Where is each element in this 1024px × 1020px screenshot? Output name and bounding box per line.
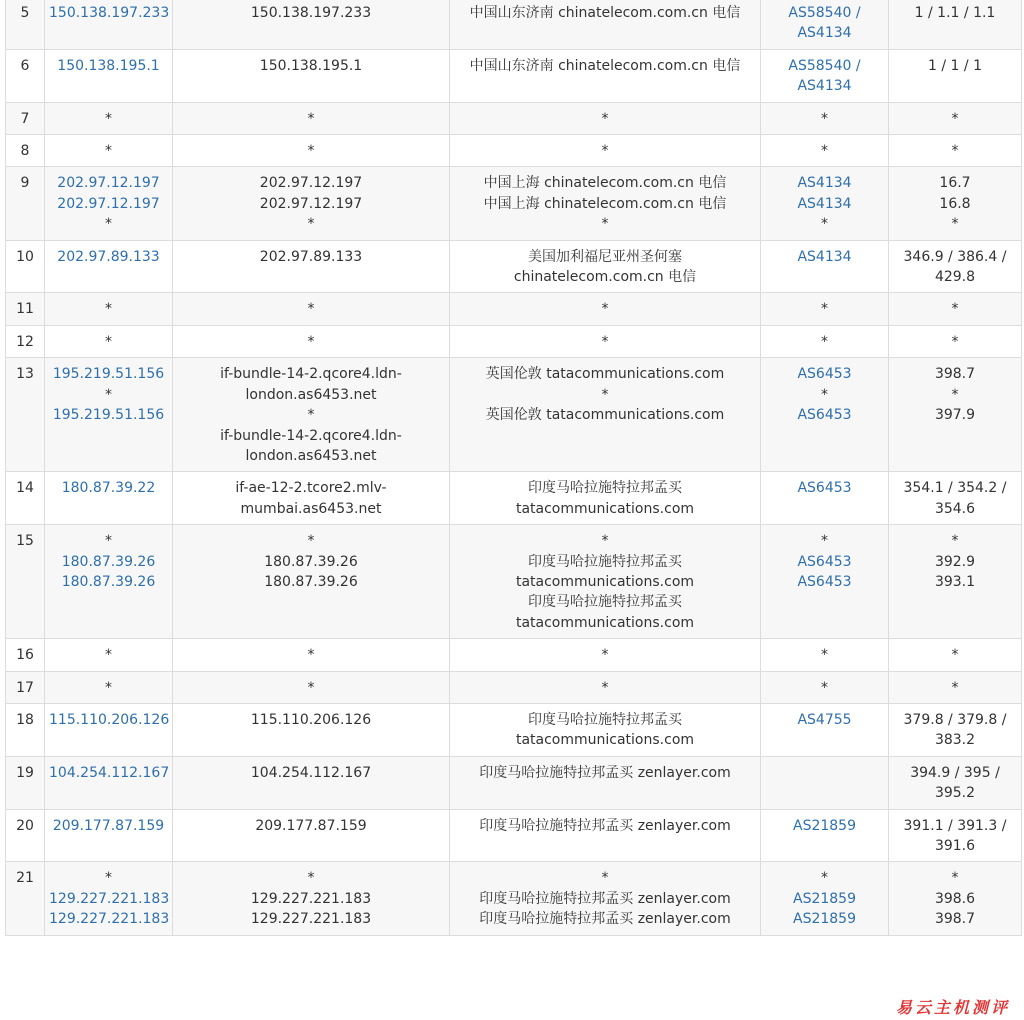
location-cell	[450, 102, 761, 134]
empty-marker: *	[105, 679, 112, 696]
asn-cell	[761, 49, 889, 102]
hostname-cell	[173, 102, 450, 134]
hop-row	[6, 671, 1022, 703]
asn-cell	[761, 703, 889, 756]
ip-cell	[45, 358, 173, 472]
latency-cell-line: 354.6	[934, 500, 976, 517]
hop-row	[6, 0, 1022, 49]
hop-number	[6, 167, 45, 240]
ip-cell	[45, 809, 173, 862]
hop-row	[6, 135, 1022, 167]
hop-number-line: 8	[20, 143, 30, 160]
empty-marker: *	[951, 216, 959, 233]
latency-cell	[889, 358, 1022, 472]
empty-marker: *	[951, 110, 959, 127]
location-cell-line: 印度马哈拉施特拉邦孟买 zenlayer.com	[479, 890, 731, 907]
hostname-cell	[173, 809, 450, 862]
location-cell	[450, 756, 761, 809]
empty-marker: *	[601, 216, 609, 233]
asn-cell	[761, 671, 889, 703]
location-cell	[450, 293, 761, 325]
location-cell	[450, 49, 761, 102]
location-cell	[450, 358, 761, 472]
location-cell-line: 中国山东济南 chinatelecom.com.cn 电信	[469, 5, 741, 21]
asn-cell-line[interactable]: AS6453	[797, 573, 852, 590]
asn-cell	[761, 102, 889, 134]
ip-cell-line[interactable]: 195.219.51.156	[52, 407, 165, 424]
hop-number-line: 21	[16, 870, 34, 887]
hostname-cell-line: 115.110.206.126	[250, 711, 372, 728]
latency-cell-line: 398.6	[934, 890, 976, 907]
hop-number-line: 14	[16, 480, 34, 497]
asn-cell	[761, 472, 889, 525]
empty-marker: *	[821, 533, 828, 550]
hostname-cell-line: if-ae-12-2.tcore2.mlv-	[235, 480, 387, 497]
latency-cell	[889, 472, 1022, 525]
hostname-cell-line: 209.177.87.159	[255, 817, 367, 834]
location-cell	[450, 639, 761, 671]
hostname-cell-line: 202.97.89.133	[259, 248, 363, 265]
hostname-cell	[173, 293, 450, 325]
hop-number-line: 18	[16, 711, 34, 728]
hostname-cell	[173, 167, 450, 240]
hop-row	[6, 756, 1022, 809]
hostname-cell	[173, 703, 450, 756]
hostname-cell	[173, 671, 450, 703]
location-cell	[450, 167, 761, 240]
empty-marker: *	[307, 110, 315, 127]
hop-number	[6, 671, 45, 703]
watermark: 易云主机测评	[895, 998, 1010, 1017]
ip-cell-line[interactable]: 150.138.197.233	[49, 5, 170, 21]
latency-cell	[889, 325, 1022, 357]
asn-cell-line[interactable]: AS58540 /	[788, 5, 861, 21]
hop-number	[6, 240, 45, 293]
empty-marker: *	[601, 143, 609, 160]
hop-row	[6, 525, 1022, 639]
ip-cell	[45, 472, 173, 525]
location-cell-line: tatacommunications.com	[515, 500, 695, 517]
empty-marker: *	[601, 679, 609, 696]
empty-marker: *	[105, 870, 112, 887]
hop-number-line: 13	[16, 366, 34, 383]
empty-marker: *	[601, 333, 609, 350]
hostname-cell	[173, 862, 450, 935]
latency-cell-line: 346.9 / 386.4 /	[903, 248, 1007, 265]
asn-cell	[761, 358, 889, 472]
latency-cell-line: 354.1 / 354.2 /	[903, 480, 1007, 497]
hop-number-line: 11	[16, 301, 34, 318]
hop-number	[6, 49, 45, 102]
location-cell	[450, 525, 761, 639]
latency-cell-line: 383.2	[934, 732, 976, 749]
ip-cell	[45, 240, 173, 293]
empty-marker: *	[105, 333, 112, 350]
empty-marker: *	[821, 333, 828, 350]
asn-cell-line[interactable]: AS21859	[793, 911, 856, 928]
empty-marker: *	[307, 533, 315, 550]
hop-row	[6, 240, 1022, 293]
asn-cell-line[interactable]: AS21859	[793, 817, 856, 834]
ip-cell-line[interactable]: 180.87.39.22	[61, 480, 156, 497]
hop-number-line: 17	[16, 679, 34, 696]
asn-cell	[761, 756, 889, 809]
hostname-cell	[173, 472, 450, 525]
hostname-cell-line: 150.138.197.233	[250, 5, 372, 21]
hop-row	[6, 167, 1022, 240]
asn-cell	[761, 525, 889, 639]
latency-cell-line: 395.2	[934, 785, 976, 802]
asn-cell-line[interactable]: AS4134	[797, 248, 852, 265]
location-cell	[450, 240, 761, 293]
hop-row	[6, 703, 1022, 756]
empty-marker: *	[951, 333, 959, 350]
hop-number-line: 6	[20, 57, 30, 74]
location-cell-line: 印度马哈拉施特拉邦孟买 zenlayer.com	[479, 911, 731, 928]
empty-marker: *	[821, 647, 828, 664]
location-cell	[450, 671, 761, 703]
asn-cell-line[interactable]: AS6453	[797, 366, 852, 383]
latency-cell-line: 16.8	[939, 195, 971, 212]
hop-number	[6, 809, 45, 862]
ip-cell-line[interactable]: 129.227.221.183	[49, 890, 170, 907]
latency-cell-line: 394.9 / 395 /	[910, 764, 1000, 781]
hop-row	[6, 293, 1022, 325]
empty-marker: *	[601, 647, 609, 664]
hop-number	[6, 862, 45, 935]
location-cell-line: 印度马哈拉施特拉邦孟买	[528, 711, 682, 728]
hostname-cell-line: 180.87.39.26	[264, 553, 358, 570]
location-cell-line: tatacommunications.com	[515, 732, 695, 749]
hop-number	[6, 102, 45, 134]
hostname-cell-line: london.as6453.net	[245, 386, 377, 403]
empty-marker: *	[951, 533, 959, 550]
hop-number-line: 9	[20, 175, 30, 192]
ip-cell-line[interactable]: 180.87.39.26	[61, 553, 156, 570]
asn-cell	[761, 862, 889, 935]
hop-number	[6, 293, 45, 325]
empty-marker: *	[821, 679, 828, 696]
asn-cell	[761, 639, 889, 671]
location-cell-line: 印度马哈拉施特拉邦孟买	[528, 553, 682, 570]
asn-cell	[761, 240, 889, 293]
hop-row	[6, 102, 1022, 134]
empty-marker: *	[307, 870, 315, 887]
hop-number-line: 15	[16, 533, 34, 550]
latency-cell-line: 398.7	[934, 911, 976, 928]
hostname-cell	[173, 525, 450, 639]
hop-row	[6, 49, 1022, 102]
hostname-cell	[173, 639, 450, 671]
empty-marker: *	[105, 647, 112, 664]
asn-cell	[761, 135, 889, 167]
ip-cell	[45, 671, 173, 703]
hostname-cell-line: 202.97.12.197	[259, 175, 363, 192]
latency-cell-line: 1 / 1.1 / 1.1	[914, 5, 996, 21]
ip-cell	[45, 167, 173, 240]
ip-cell	[45, 862, 173, 935]
location-cell	[450, 135, 761, 167]
location-cell-line: 英国伦敦 tatacommunications.com	[485, 407, 725, 424]
location-cell-line: tatacommunications.com	[515, 614, 695, 631]
location-cell-line: 印度马哈拉施特拉邦孟买	[528, 480, 682, 497]
latency-cell	[889, 0, 1022, 49]
empty-marker: *	[105, 301, 112, 318]
latency-cell	[889, 293, 1022, 325]
latency-cell	[889, 809, 1022, 862]
hostname-cell	[173, 135, 450, 167]
latency-cell-line: 397.9	[934, 407, 976, 424]
asn-cell	[761, 0, 889, 49]
ip-cell-line[interactable]: 104.254.112.167	[49, 764, 170, 781]
location-cell	[450, 703, 761, 756]
empty-marker: *	[307, 407, 315, 424]
hostname-cell-line: 180.87.39.26	[264, 573, 358, 590]
ip-cell	[45, 0, 173, 49]
empty-marker: *	[951, 301, 959, 318]
empty-marker: *	[307, 679, 315, 696]
hop-number-line: 10	[16, 248, 34, 265]
latency-cell	[889, 167, 1022, 240]
asn-cell-line[interactable]: AS6453	[797, 480, 852, 497]
latency-cell-line: 379.8 / 379.8 /	[903, 711, 1007, 728]
traceroute-table	[5, 0, 1022, 936]
empty-marker: *	[105, 533, 112, 550]
latency-cell-line: 1 / 1 / 1	[928, 57, 982, 74]
ip-cell	[45, 325, 173, 357]
ip-cell	[45, 525, 173, 639]
hop-number	[6, 703, 45, 756]
empty-marker: *	[601, 301, 609, 318]
asn-cell-line[interactable]: AS21859	[793, 890, 856, 907]
hop-number-line: 19	[16, 764, 34, 781]
latency-cell	[889, 639, 1022, 671]
empty-marker: *	[951, 870, 959, 887]
asn-cell	[761, 167, 889, 240]
empty-marker: *	[601, 533, 609, 550]
asn-cell-line[interactable]: AS4134	[797, 175, 852, 192]
empty-marker: *	[821, 870, 828, 887]
location-cell	[450, 809, 761, 862]
ip-cell-line[interactable]: 150.138.195.1	[57, 57, 160, 74]
asn-cell-line[interactable]: AS4134	[797, 25, 852, 42]
empty-marker: *	[307, 301, 315, 318]
latency-cell	[889, 49, 1022, 102]
location-cell	[450, 325, 761, 357]
ip-cell-line[interactable]: 129.227.221.183	[49, 911, 170, 928]
hop-row	[6, 358, 1022, 472]
hop-number-line: 7	[20, 110, 30, 127]
ip-cell-line[interactable]: 202.97.89.133	[57, 248, 160, 265]
hostname-cell	[173, 358, 450, 472]
location-cell-line: 美国加利福尼亚州圣何塞	[528, 248, 682, 265]
hostname-cell-line: 104.254.112.167	[250, 764, 372, 781]
ip-cell	[45, 756, 173, 809]
hop-number-line: 20	[16, 817, 34, 834]
hostname-cell-line: 129.227.221.183	[250, 890, 372, 907]
latency-cell	[889, 862, 1022, 935]
latency-cell-line: 391.6	[934, 838, 976, 854]
hostname-cell-line: if-bundle-14-2.qcore4.ldn-	[220, 366, 402, 383]
location-cell-line: 印度马哈拉施特拉邦孟买 zenlayer.com	[479, 817, 731, 834]
hostname-cell-line: mumbai.as6453.net	[240, 500, 382, 517]
empty-marker: *	[951, 679, 959, 696]
hostname-cell	[173, 756, 450, 809]
hop-number	[6, 325, 45, 357]
location-cell	[450, 0, 761, 49]
hop-number	[6, 756, 45, 809]
empty-marker: *	[951, 143, 959, 160]
latency-cell	[889, 525, 1022, 639]
latency-cell	[889, 671, 1022, 703]
location-cell-line: 印度马哈拉施特拉邦孟买 zenlayer.com	[479, 764, 731, 781]
hop-row	[6, 809, 1022, 862]
latency-cell	[889, 240, 1022, 293]
hop-number-line: 16	[16, 647, 34, 664]
hostname-cell-line: london.as6453.net	[245, 447, 377, 464]
location-cell-line: 中国上海 chinatelecom.com.cn 电信	[483, 195, 727, 212]
ip-cell	[45, 135, 173, 167]
ip-cell-line[interactable]: 115.110.206.126	[49, 711, 170, 728]
latency-cell	[889, 756, 1022, 809]
hop-row	[6, 639, 1022, 671]
asn-cell-line[interactable]: AS4134	[797, 78, 852, 95]
ip-cell-line[interactable]: 180.87.39.26	[61, 573, 156, 590]
latency-cell-line: 429.8	[934, 269, 976, 286]
hop-number	[6, 0, 45, 49]
hostname-cell	[173, 0, 450, 49]
latency-cell	[889, 703, 1022, 756]
empty-marker: *	[821, 301, 828, 318]
hostname-cell-line: 202.97.12.197	[259, 195, 363, 212]
empty-marker: *	[601, 110, 609, 127]
hostname-cell	[173, 325, 450, 357]
empty-marker: *	[601, 870, 609, 887]
hop-number-line: 12	[16, 333, 34, 350]
location-cell-line: 中国上海 chinatelecom.com.cn 电信	[483, 175, 727, 192]
hop-row	[6, 325, 1022, 357]
asn-cell-line[interactable]: AS6453	[797, 553, 852, 570]
ip-cell-line[interactable]: 202.97.12.197	[57, 175, 160, 192]
hop-number	[6, 639, 45, 671]
asn-cell-line[interactable]: AS4755	[797, 711, 852, 728]
location-cell-line: 中国山东济南 chinatelecom.com.cn 电信	[469, 57, 741, 74]
hop-row	[6, 472, 1022, 525]
ip-cell-line[interactable]: 195.219.51.156	[52, 366, 165, 383]
hostname-cell	[173, 49, 450, 102]
location-cell-line: tatacommunications.com	[515, 573, 695, 590]
empty-marker: *	[105, 216, 112, 233]
location-cell-line: 英国伦敦 tatacommunications.com	[485, 366, 725, 383]
asn-cell	[761, 293, 889, 325]
empty-marker: *	[105, 143, 112, 160]
empty-marker: *	[307, 333, 315, 350]
asn-cell-line[interactable]: AS6453	[797, 407, 852, 424]
hostname-cell-line: 129.227.221.183	[250, 911, 372, 928]
hop-row	[6, 862, 1022, 935]
latency-cell-line: 391.1 / 391.3 /	[903, 817, 1007, 834]
asn-cell	[761, 325, 889, 357]
hop-number	[6, 472, 45, 525]
empty-marker: *	[307, 647, 315, 664]
hostname-cell	[173, 240, 450, 293]
empty-marker: *	[821, 386, 828, 403]
empty-marker: *	[951, 386, 959, 403]
ip-cell	[45, 639, 173, 671]
hop-number	[6, 135, 45, 167]
latency-cell-line: 398.7	[934, 366, 976, 383]
latency-cell	[889, 102, 1022, 134]
latency-cell-line: 16.7	[939, 175, 971, 192]
asn-cell	[761, 809, 889, 862]
ip-cell-line[interactable]: 202.97.12.197	[57, 195, 160, 212]
latency-cell	[889, 135, 1022, 167]
hop-number	[6, 525, 45, 639]
traceroute-table-body	[6, 0, 1022, 935]
empty-marker: *	[601, 386, 609, 403]
location-cell-line: chinatelecom.com.cn 电信	[513, 269, 697, 286]
latency-cell-line: 392.9	[934, 553, 976, 570]
hostname-cell-line: if-bundle-14-2.qcore4.ldn-	[220, 427, 402, 444]
asn-cell-line[interactable]: AS4134	[797, 195, 852, 212]
asn-cell-line[interactable]: AS58540 /	[788, 57, 861, 74]
empty-marker: *	[821, 110, 828, 127]
latency-cell-line: 393.1	[934, 573, 976, 590]
hostname-cell-line: 150.138.195.1	[259, 57, 363, 74]
empty-marker: *	[105, 386, 112, 403]
empty-marker: *	[307, 216, 315, 233]
ip-cell	[45, 703, 173, 756]
ip-cell	[45, 49, 173, 102]
location-cell	[450, 472, 761, 525]
location-cell	[450, 862, 761, 935]
location-cell-line: 印度马哈拉施特拉邦孟买	[528, 594, 682, 611]
empty-marker: *	[105, 110, 112, 127]
ip-cell-line[interactable]: 209.177.87.159	[52, 817, 165, 834]
empty-marker: *	[307, 143, 315, 160]
ip-cell	[45, 102, 173, 134]
empty-marker: *	[821, 143, 828, 160]
empty-marker: *	[951, 647, 959, 664]
hop-number	[6, 358, 45, 472]
hop-number-line: 5	[20, 5, 30, 21]
ip-cell	[45, 293, 173, 325]
empty-marker: *	[821, 216, 828, 233]
